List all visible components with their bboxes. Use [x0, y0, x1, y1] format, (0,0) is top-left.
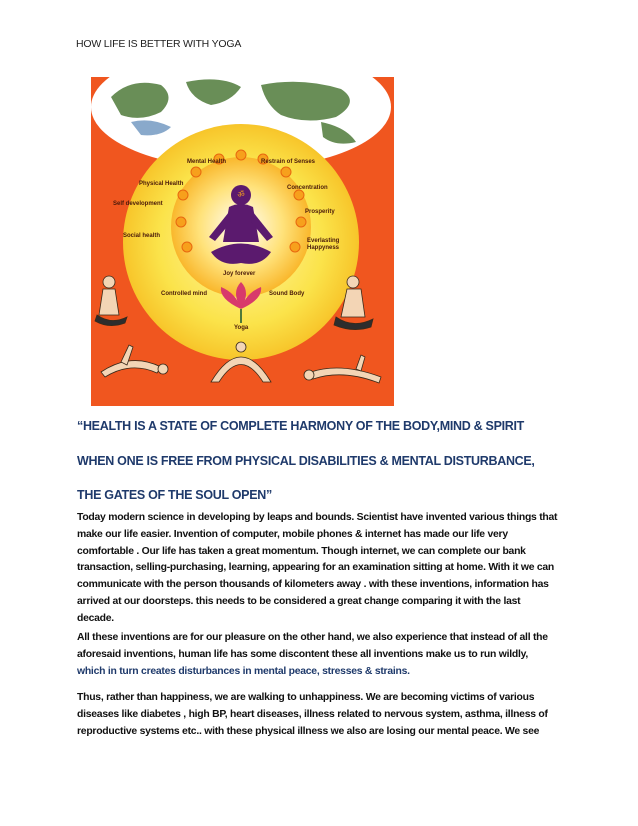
text-line: aforesaid inventions, human life has some discontent these all inventions make us to run wildly,	[77, 648, 528, 660]
text-line: which in turn creates disturbances in mental peace, stresses & strains.	[77, 665, 410, 677]
text-line: make our life easier. Invention of computer, mobile phones & internet has made our life very	[77, 528, 508, 540]
label-self-development: Self development	[113, 201, 163, 207]
label-physical-health: Physical Health	[139, 181, 184, 187]
label-everlasting: Everlasting	[307, 238, 340, 244]
paragraph-1	[77, 510, 567, 628]
label-concentration: Concentration	[287, 185, 328, 191]
label-restrain-senses: Restrain of Senses	[261, 159, 316, 165]
text-line: diseases like diabetes , high BP, heart diseases, illness related to nervous system, asthma, illness of	[77, 708, 548, 720]
label-mental-health: Mental Health	[187, 159, 227, 165]
text-line: Today modern science in developing by leaps and bounds. Scientist have invented various things that	[77, 512, 558, 523]
quote-line-1: “HEALTH IS A STATE OF COMPLETE HARMONY OF THE BODY,MIND & SPIRIT	[77, 419, 525, 433]
text-line: All these inventions are for our pleasure on the other hand, we also experience that instead of all the	[77, 632, 548, 643]
text-line: transaction, selling-purchasing, learning, appearing for an examination sitting at home. With it we can	[77, 562, 555, 574]
label-prosperity: Prosperity	[305, 209, 335, 215]
text-line: reproductive systems etc.. with these physical illness we also are losing our mental peace. We see	[77, 725, 540, 737]
svg-text:ॐ: ॐ	[237, 190, 245, 199]
text-line: communicate with the person thousands of kilometers away . with these inventions, information has	[77, 579, 549, 591]
page-header: HOW LIFE IS BETTER WITH YOGA	[76, 38, 242, 50]
label-controlled-mind: Controlled mind	[161, 291, 207, 297]
yoga-illustration	[91, 77, 394, 406]
quote-line-3: THE GATES OF THE SOUL OPEN”	[77, 488, 272, 502]
label-yoga: Yoga	[234, 325, 249, 331]
text-line: Thus, rather than happiness, we are walking to unhappiness. We are becoming victims of various	[77, 692, 535, 703]
text-line: arrived at our doorsteps. this needs to be considered a great change comparing it with the last	[77, 595, 521, 607]
text-line: comfortable . Our life has taken a great momentum. Though internet, we can complete our bank	[77, 545, 526, 557]
label-sound-body: Sound Body	[269, 291, 305, 297]
label-joy-forever: Joy forever	[223, 271, 256, 277]
paragraph-2	[77, 630, 567, 680]
quote-line-2: WHEN ONE IS FREE FROM PHYSICAL DISABILITIES & MENTAL DISTURBANCE,	[77, 454, 535, 468]
label-happyness: Happyness	[307, 245, 340, 251]
paragraph-3	[77, 690, 567, 740]
label-social-health: Social health	[123, 233, 161, 239]
text-line: decade.	[77, 612, 114, 624]
